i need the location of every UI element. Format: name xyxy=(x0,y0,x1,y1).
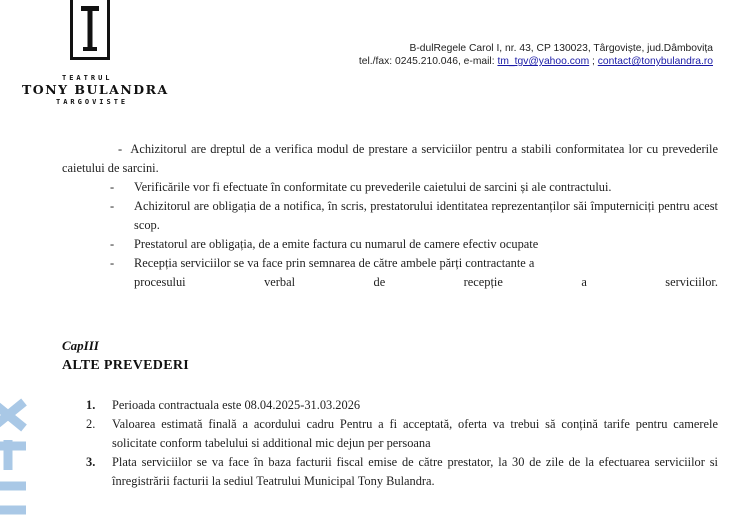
logo-name-text: TONY BULANDRA xyxy=(22,82,169,97)
obligations-section xyxy=(62,140,718,292)
phone-fax-text: tel./fax: 0245.210.046, e-mail: xyxy=(358,56,498,67)
list-item: - Prestatorul are obligația, de a emite factura cu numarul de camere efectiv ocupate xyxy=(62,235,718,254)
address-block xyxy=(359,42,713,68)
item-number: 1. xyxy=(86,398,96,412)
list-item: - Verificările vor fi efectuate în conformitate cu prevederile caietului de sarcini și ale contractului. xyxy=(62,178,718,197)
logo-emblem xyxy=(70,0,110,60)
logo-city-text: TARGOVISTE xyxy=(56,98,129,106)
item-text: Plata serviciilor se va face în baza facturii fiscal emise de către prestator, la 30 de zile de la efectuarea serviciilor si înregistrării facturii la sediul Teatrului Municipal Tony Bulandra. xyxy=(112,455,718,488)
chapter-label: CapIII xyxy=(62,338,99,353)
intro-text: Achizitorul are dreptul de a verifica modul de prestare a serviciilor pentru a stabili conformitatea lor cu prevederile caietului de sarcini. xyxy=(62,142,718,175)
item-text: Valoarea estimată finală a acordului cadru Pentru a fi acceptată, oferta va trebui să conțină tarife pentru camerele solicitate conform tabelului si additional mic dejun per persoana xyxy=(112,417,718,450)
word: recepție xyxy=(463,275,503,289)
intro-paragraph xyxy=(62,140,718,178)
address-line: B-dulRegele Carol I, nr. 43, CP 130023, Târgoviște, jud.Dâmbovița xyxy=(409,43,713,54)
list-item xyxy=(86,453,718,491)
reception-line: - Recepția serviciilor se va face prin semnarea de către ambele părți contractante a xyxy=(134,256,535,270)
list-item xyxy=(62,254,718,292)
word: serviciilor. xyxy=(665,275,718,289)
word: a xyxy=(581,275,587,289)
email-link-contact[interactable]: contact@tonybulandra.ro xyxy=(597,56,713,67)
logo-teatrul-text: TEATRUL xyxy=(62,74,113,82)
item-text: Perioada contractuala este 08.04.2025-31.03.2026 xyxy=(112,398,361,412)
word: de xyxy=(373,275,386,289)
word: verbal xyxy=(264,275,296,289)
item-number: 3. xyxy=(86,455,96,469)
intro-dash: - xyxy=(118,142,123,156)
email-link-primary[interactable]: tm_tgv@yahoo.com xyxy=(497,56,590,67)
list-item: - Achizitorul are obligația de a notifica, în scris, prestatorului identitatea reprezentanților săi împuterniciți pentru acest scop. xyxy=(62,197,718,235)
list-item xyxy=(86,396,718,415)
obligations-list xyxy=(62,178,718,292)
email-separator: ; xyxy=(589,56,598,67)
section-title: ALTE PREVEDERI xyxy=(62,358,189,373)
watermark-logo xyxy=(0,398,30,518)
list-item xyxy=(86,415,718,453)
item-number: 2. xyxy=(86,417,96,431)
contact-line xyxy=(359,55,713,68)
word: procesului xyxy=(134,275,186,289)
provisions-list xyxy=(86,396,718,491)
reception-justified-line xyxy=(134,273,718,292)
